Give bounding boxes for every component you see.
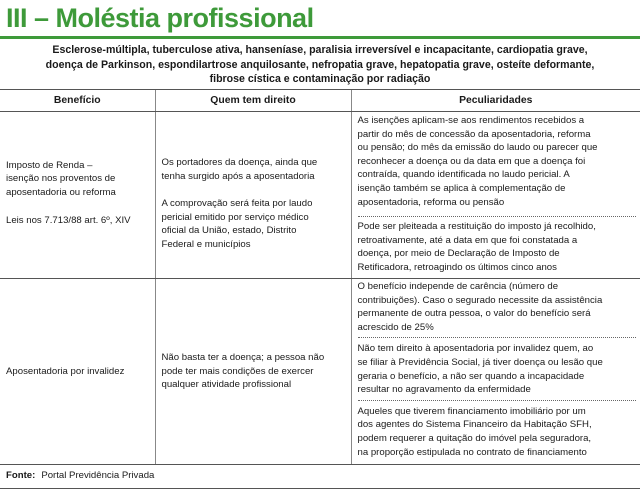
table-row bbox=[0, 279, 640, 465]
note-line: resultar no agravamento da enfermidade bbox=[357, 384, 531, 396]
illness-list bbox=[0, 41, 640, 90]
header-who: Quem tem direito bbox=[155, 90, 351, 112]
source-credit bbox=[6, 470, 154, 481]
note-line: contribuições). Caso o segurado necessite da assistência bbox=[357, 294, 603, 306]
table-row bbox=[0, 112, 640, 279]
who-line: A comprovação será feita por laudo bbox=[161, 198, 313, 210]
who-line: Os portadores da doença, ainda que bbox=[161, 157, 318, 168]
illness-line: fibrose cística e contaminação por radiação bbox=[209, 73, 431, 86]
note-line: na proporção estipulada no contrato de financiamento bbox=[357, 446, 587, 458]
note-line: Não tem direito à aposentadoria por invalidez quem, ao bbox=[357, 343, 594, 355]
table-header-row bbox=[0, 90, 640, 112]
notes-divider bbox=[358, 216, 637, 274]
bottom-rule bbox=[0, 488, 640, 489]
law-reference: Leis nos 7.713/88 art. 6º, XIV bbox=[6, 214, 131, 226]
note-line: retroativamente, até a data em que foi constatada a bbox=[357, 234, 578, 246]
note-line: Pode ser pleiteada a restituição do imposto já recolhido, bbox=[357, 221, 596, 233]
who-line: Não basta ter a doença; a pessoa não bbox=[161, 352, 325, 364]
notes-divider bbox=[358, 400, 637, 459]
benefit-cell bbox=[0, 279, 155, 465]
benefit-line: Imposto de Renda – bbox=[6, 159, 93, 171]
note-line: As isenções aplicam-se aos rendimentos recebidos a bbox=[357, 115, 585, 126]
note-line: isenção também se aplica à complementação de bbox=[357, 182, 566, 194]
note-line: aposentadoria, reforma ou pensão bbox=[357, 196, 505, 208]
who-line: tenha surgido após a aposentadoria bbox=[161, 170, 315, 182]
who-line: Federal e municípios bbox=[161, 238, 251, 250]
note-line: doença, por meio de Declaração de Imposto de bbox=[357, 248, 560, 260]
who-line: oficial da União, estado, Distrito bbox=[161, 225, 297, 237]
note-line: reconhecer a doença ou da data em que a doença foi bbox=[357, 155, 586, 167]
note-line: podem requerer a quitação do imóvel pela seguradora, bbox=[357, 432, 592, 444]
note-line: O benefício independe de carência (número de bbox=[357, 281, 559, 292]
note-line: permanente de outra pessoa, o valor do benefício será bbox=[357, 308, 591, 320]
benefit-line: Aposentadoria por invalidez bbox=[6, 365, 125, 377]
notes-cell bbox=[351, 279, 640, 465]
notes-cell bbox=[351, 112, 640, 279]
note-line: se filiar à Previdência Social, já tiver doença ou lesão que bbox=[357, 356, 603, 368]
who-line: qualquer atividade profissional bbox=[161, 379, 292, 391]
illness-line: doença de Parkinson, espondilartrose anquilosante, nefropatia grave, hepatopatia grave, osteíte deformante, bbox=[45, 58, 595, 71]
who-cell bbox=[155, 112, 351, 279]
section-title: III – Moléstia profissional bbox=[6, 3, 314, 33]
who-line: pericial emitido por serviço médico bbox=[161, 211, 309, 223]
benefits-table bbox=[0, 90, 640, 465]
benefit-cell bbox=[0, 112, 155, 279]
note-line: dos agentes do Sistema Financeiro da Habitação SFH, bbox=[357, 419, 592, 431]
note-line: geraria o benefício, a não ser quando a incapacidade bbox=[357, 370, 585, 382]
note-line: Retificadora, retroagindo os últimos cinco anos bbox=[357, 261, 557, 273]
title-rule bbox=[0, 36, 640, 39]
header-notes: Peculiaridades bbox=[351, 90, 640, 112]
note-line: ou pensão; do mês da emissão do laudo ou parecer que bbox=[357, 142, 598, 154]
benefit-line: isenção nos proventos de bbox=[6, 173, 116, 185]
note-line: partir do mês de concessão da aposentadoria, reforma bbox=[357, 128, 591, 140]
note-line: Aqueles que tiverem financiamento imobiliário por um bbox=[357, 405, 586, 417]
source-label: Fonte: bbox=[6, 470, 36, 481]
benefit-line: aposentadoria ou reforma bbox=[6, 187, 116, 198]
source-value: Portal Previdência Privada bbox=[41, 470, 155, 481]
header-benefit: Benefício bbox=[0, 90, 155, 112]
illness-line: Esclerose-múltipla, tuberculose ativa, hanseníase, paralisia irreversível e incapacitante, cardiopatia grave, bbox=[52, 44, 588, 56]
who-cell bbox=[155, 279, 351, 465]
who-line: pode ter mais condições de exercer bbox=[161, 365, 314, 377]
notes-divider bbox=[358, 337, 637, 399]
note-line: acrescido de 25% bbox=[357, 321, 434, 333]
note-line: contraída, quando identificada no laudo pericial. A bbox=[357, 169, 570, 181]
